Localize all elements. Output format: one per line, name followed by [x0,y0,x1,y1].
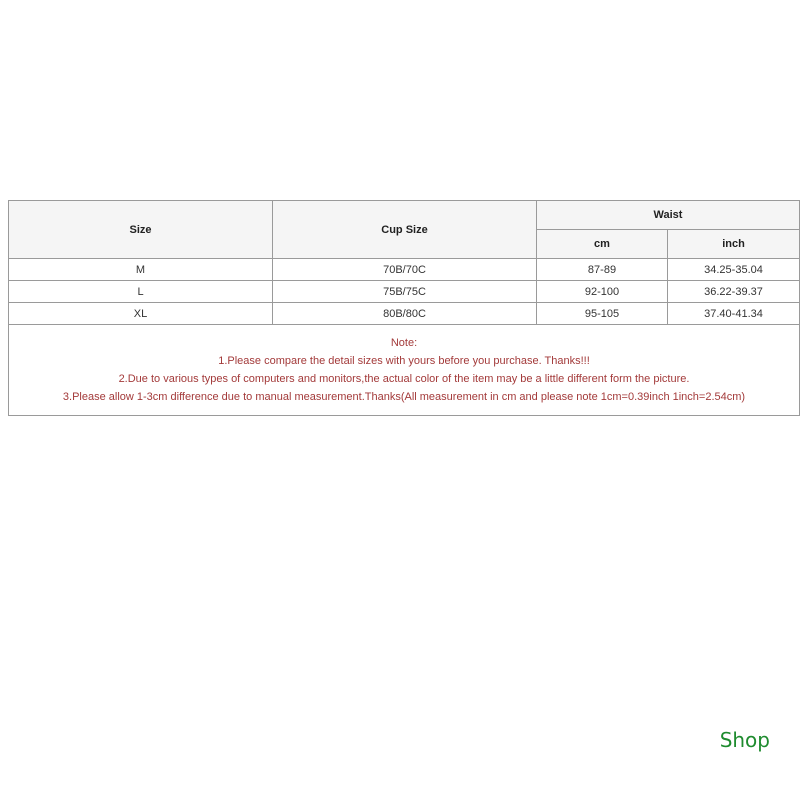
table-row [9,259,800,281]
cell-size: XL [9,303,273,325]
note-line-2: 2.Due to various types of computers and monitors,the actual color of the item may be a little different form the picture. [118,373,690,385]
header-row [9,201,800,230]
cell-size: M [9,259,273,281]
note-line-1: 1.Please compare the detail sizes with yours before you purchase. Thanks!!! [218,355,590,367]
cell-size: L [9,281,273,303]
table-row [9,281,800,303]
note-cell [9,325,800,416]
table-row [9,303,800,325]
cell-cup-size: 70B/70C [273,259,537,281]
header-waist: Waist [537,201,800,230]
header-cup-size: Cup Size [273,201,537,259]
size-chart-body [9,259,800,416]
cell-waist-inch: 36.22-39.37 [668,281,800,303]
header-waist-cm: cm [537,230,668,259]
header-waist-inch: inch [668,230,800,259]
cell-waist-cm: 95-105 [537,303,668,325]
note-line-3: 3.Please allow 1-3cm difference due to manual measurement.Thanks(All measurement in cm and please note 1cm=0.39inch 1inch=2.54cm) [62,391,746,403]
cell-waist-inch: 34.25-35.04 [668,259,800,281]
shop-watermark: Shop [719,728,770,752]
note-row [9,325,800,416]
header-size: Size [9,201,273,259]
size-chart-table [8,200,800,416]
size-chart-header [9,201,800,259]
cell-waist-cm: 87-89 [537,259,668,281]
cell-waist-inch: 37.40-41.34 [668,303,800,325]
note-title: Note: [390,337,418,349]
cell-cup-size: 80B/80C [273,303,537,325]
cell-waist-cm: 92-100 [537,281,668,303]
cell-cup-size: 75B/75C [273,281,537,303]
